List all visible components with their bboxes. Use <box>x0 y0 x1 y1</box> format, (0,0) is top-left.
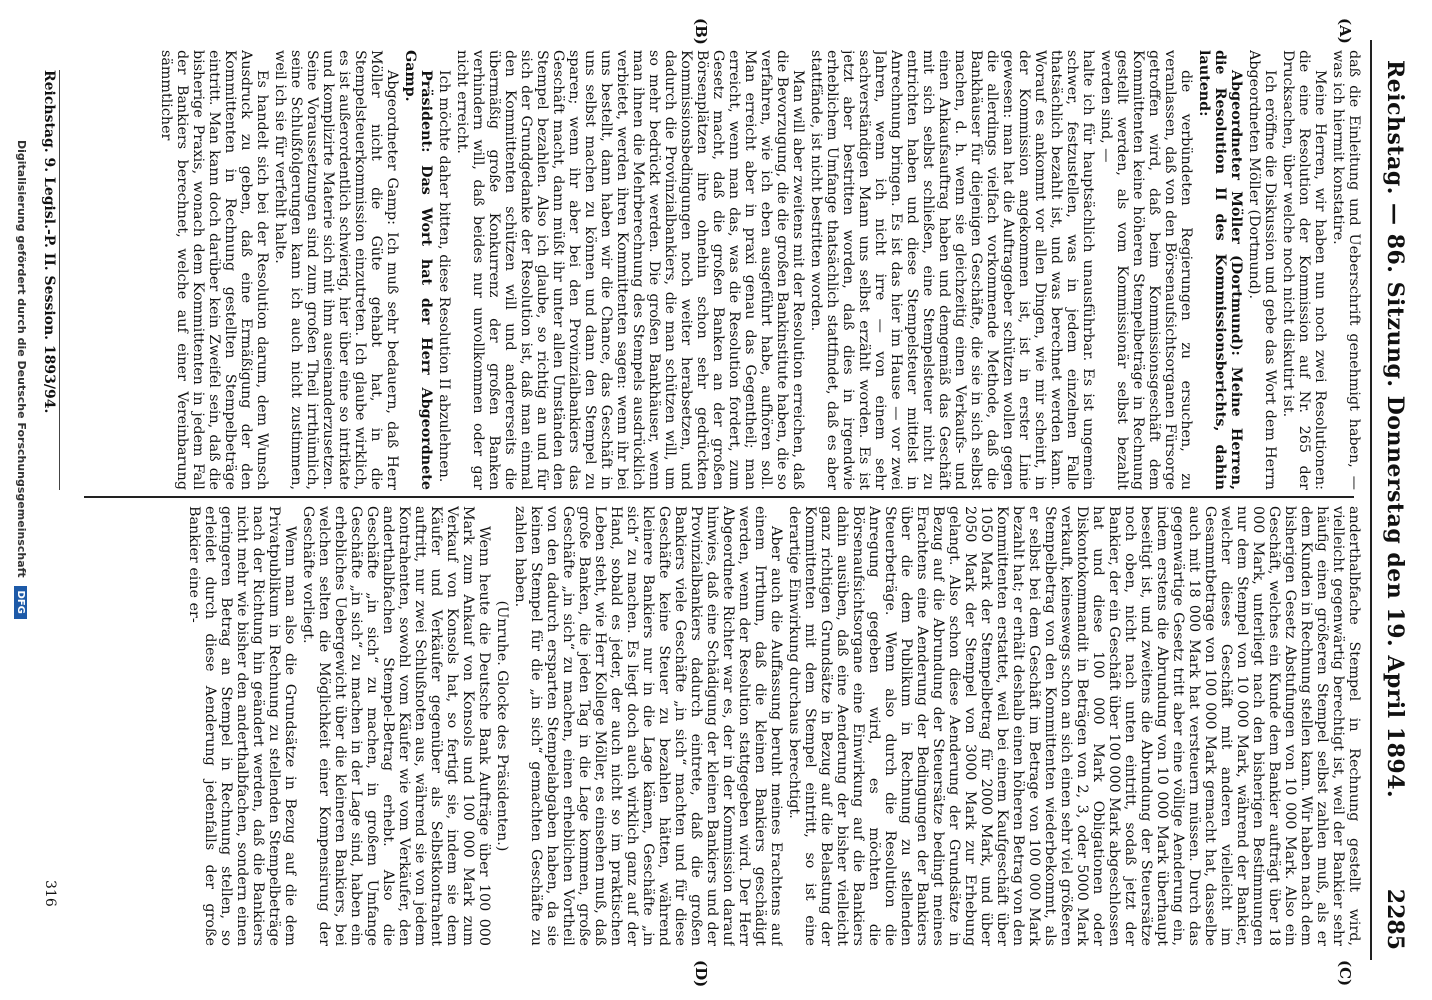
margin-marker-b: (B) <box>692 18 710 45</box>
paragraph: Es handelt sich bei der Resolution darum, dem Wunsch Ausdruck zu geben, daß eine Ermäßigung der den Kommittenten in Rechnung gestellten Stempelbeträge eintritt. Man kann doch darüber kein Zweifel sein, daß die bisherige Praxis, wonach dem Kommittenten in jedem Fall der Bankiers berechnet, welche auf einer Vereinbarung sämmtlicher <box>158 50 270 490</box>
paragraph: Aber auch die Auffassung beruht meines Erachtens auf einem Irrthum, daß die kleinen Bankiers geschädigt werden, wenn der Resolution stattgegeben wird. Der Herr Abgeordnete Richter war es, der in der Kommission darauf hinwies, daß eine Schädigung der kleinen Bankiers und der Provinzialbankiers dadurch eintrete, daß die großen Bankiers viele Geschäfte „in sich“ machten und für diese Geschäfte keine Steuer zu bezahlen hätten, während kleinere Bankiers nur in die Lage kämen, Geschäfte „in sich“ zu machen. Es liegt doch auch wirklich ganz auf der Hand, sobald es jeder, der auch nicht so im praktischen Leben steht, wie Herr Kollege Möller, es einsehen muß, daß große Banken, die jeden Tag in die Lage kommen, große Geschäfte „in sich“ zu machen, einen erheblichen Vortheil von den dadurch ersparten Stempelabgaben haben, da sie keinen Stempel für die „in sich“ gemachten Geschäfte zu zahlen haben. <box>512 506 784 946</box>
dfg-logo: DFG <box>14 586 27 619</box>
footer-session: Reichstag. 9. Legisl.-P. II. Session. 1893/94. <box>41 70 60 490</box>
speaker-paragraph: Abgeordneter Gamp: Ich muß sehr bedauern, daß Herr Möller nicht die Güte gehabt hat, in die Stempelsteuerkommission einzutreten. Ich glaube wirklich, es ist außerordentlich schwierig, hier über eine so intrikate und komplizirte Materie sich mit ihm auseinanderzusetzen. Seine Voraussetzungen sind zum großen Theil irrthümlich, seine Schlußfolgerungen kann ich auch nicht zustimmen, weil ich sie für verfehlt halte. <box>272 50 400 490</box>
paragraph: Ich eröffne die Diskussion und gebe das Wort dem Herrn Abgeordneten Möller (Dortmund). <box>1246 50 1278 490</box>
paragraph: Ich möchte daher bitten, diese Resolution II abzulehnen. <box>436 70 452 483</box>
left-column <box>62 50 1362 490</box>
paragraph: Man will aber zweitens mit der Resolution erreichen, daß die Bevorzugung, die die großen Bankinstitute haben, die so verfahren, wie ich eben ausgeführt habe, aufhören soll. Man erreicht aber in praxi genau das Gegentheil; man erreicht, wenn man das, was die Resolution fordert, zum Gesetz macht, daß die großen Banken an der großen Börsenplätzen ihre ohnehin schon sehr gedrückten Kommissionsbedingungen noch weiter herabsetzen, und dadurch die Provinzialbankiers, die man schützen will, um so mehr bedrückt werden. Die großen Bankhäuser, wenn man ihnen die Mehrberechnung des Stempels ausdrücklich verbietet, werden ihren Kommittenten sagen: wenn ihr bei uns bestellt, dann haben wir die Chance, das Geschäft in uns selbst machen zu können und dann den Stempel zu sparen; wenn ihr aber bei den Provinzialbankiers das Geschäft macht, dann müßt ihr unter allen Umständen den Stempel bezahlen. Also ich glaube, so richtig an und für sich der Grundgedanke der Resolution ist, daß man einmal den Kommittenten schützen will und andererseits die übermäßig große Konkurrenz der großen Banken verhindern will, daß beides nur unvollkommen oder gar nicht erreicht. <box>454 50 806 490</box>
footer-sheet-number: 316 <box>42 880 58 907</box>
paragraph: Meine Herren, wir haben nun noch zwei Resolutionen: die eine Resolution der Kommission auf Nr. 265 der Drucksachen, über welche noch nicht diskutirt ist. <box>1280 50 1328 490</box>
margin-marker-c: (C) <box>1336 960 1354 987</box>
digitization-watermark <box>14 140 28 619</box>
watermark-text: Digitalisierung gefördert durch die Deutsche Forschungsgemeinschaft <box>15 140 28 578</box>
margin-marker-a: (A) <box>1336 18 1354 44</box>
quoted-resolution: die verbündeten Regierungen zu ersuchen, zu veranlassen, daß von den Börsenaufsichtsorganen Fürsorge getroffen wird, daß beim Kommissionsgeschäft dem Kommittenten keine höheren Stempelbeträge in Rechnung gestellt werden, als vom Kommissionär selbst bezahlt werden sind, — <box>1098 50 1194 490</box>
column-divider <box>84 496 1354 498</box>
paragraph: Wenn man also die Grundsätze in Bezug auf die dem Privatpublikum in Rechnung zu stellenden Stempelbeträge nach der Richtung hin geändert werden, daß die Bankiers nicht mehr wie bisher den anderthalbfachen, sondern einen geringeren Betrag an Stempel in Rechnung stellen, so erleidet durch diese Aenderung jedenfalls der große Bankier eine er- <box>186 506 298 946</box>
speaker-paragraph: Abgeordneter Möller (Dortmund): Meine Herren, die Resolution II des Kommissionsberichts, dahin lautend: <box>1196 50 1244 490</box>
page-header <box>1370 40 1416 960</box>
right-column <box>62 506 1362 946</box>
paragraph: Wenn heute die Deutsche Bank Aufträge über 100 000 Mark zum Ankauf von Konsols und 100 000 Mark zum Verkauf von Konsols hat, so fertigt sie, indem sie dem Käufer und Verkäufer gegenüber als Selbstkontrahent auftritt, nur zwei Schlußnoten aus, während sie von jedem Kontrahenten, sowohl vom Käufer wie vom Verkäufer, den anderthalbfachen Stempel-Betrag erhebt. Also die Geschäfte „in sich“ zu machen, in großem Umfange Geschäfte „in sich“ zu machen in der Lage sind, haben ein erhebliches Uebergewicht über die kleineren Bankiers, bei welchen selten die Möglichkeit einer Kompensirung der Geschäfte vorliegt. <box>300 506 492 946</box>
paragraph: anderthalbfache Stempel in Rechnung gestellt wird, vielleicht gegenwärtig berechtigt ist, weil der Bankier sehr häufig einen größeren Stempel selbst zahlen muß, als er dem Kunden in Rechnung stellen kann. Wir haben nach dem bisherigen Gesetz Abstufungen von 10 000 Mark. Also ein Geschäft, welches ein Kunde dem Bankier aufträgt über 18 000 Mark, unterliegt nach den bisherigen Bestimmungen nur dem Stempel von 10 000 Mark, während der Bankier, welcher dieses Geschäft mit anderen vielleicht im Gesammtbetrage von 100 000 Mark gemacht hat, dasselbe auch mit 18 000 Mark hat versteuern müssen. Durch das gegenwärtige Gesetz tritt aber eine völlige Aenderung ein, indem erstens die Abrundung von 10 000 Mark überhaupt beseitigt ist, und zweitens die Abrundung der Steuersätze noch oben, nicht nach unten eintritt, sodaß jetzt der Bankier, der ein Geschäft über 100 000 Mark abgeschlossen hat und diese 100 000 Mark Obligationen oder Diskontokommandit in Beträgen von 2, 3, oder 5000 Mark verkauft, keineswegs schon an sich einen sehr viel größeren Stempelbetrag von den Kommittenten wiederbekommt, als er selbst bei dem Geschäft im Betrage von 100 000 Mark bezahlt hat; er erhält deshalb einen höheren Betrag von den Kommittenten erstattet, weil bei einem Kaufgeschäft über 1050 Mark der Stempelbetrag für 2000 Mark, und über 2050 Mark der Stempel von 3000 Mark zur Erhebung gelangt. Also schon diese Aenderung der Grundsätze in Bezug auf die Abrundung der Steuersätze bedingt meines Erachtens eine Aenderung der Bedingungen der Bankiers über die dem Publikum in Rechnung zu stellenden Steuerbeträge. Wenn also durch die Resolution die Anregung gegeben wird, es möchten die Börsenaufsichtsorgane eine Einwirkung auf die Bankiers dahin ausüben, daß eine Aenderung der bisher vielleicht ganz richtigen Grundsätze in Bezug auf die Belastung der Kommittenten mit dem Stempel eintritt, so ist eine derartige Einwirkung durchaus berechtigt. <box>786 506 1362 946</box>
stage-direction: (Unruhe. Glocke des Präsidenten.) <box>494 600 510 852</box>
header-title: Reichstag. — 86. Sitzung. Donnerstag den 19. April 1894. <box>1382 60 1408 799</box>
speaker-paragraph: Präsident: Das Wort hat der Herr Abgeordnete Gamp. <box>402 50 434 490</box>
margin-marker-d: (D) <box>692 960 710 988</box>
paragraph: halte ich für hauptsächlich unausführbar. Es ist ungemein schwer, festzustellen, was in jedem einzelnen Falle thatsächlich bezahlt ist, und was berechnet werden kann. Worauf es ankommt vor allen Dingen, wie mir scheint, in der Kommission angekommen ist, ist in erster Linie gewesen: man hat die Auftraggeber schützen wollen gegen die allerdings vielfach vorkommende Methode, daß die Bankhäuser für diejenigen Geschäfte, die sie in sich selbst machen, d. h. wenn sie gleichzeitig einen Verkaufs- und einen Ankaufsauftrag haben und demgemäß das Geschäft mit sich selbst schließen, eine Stempelsteuer nicht zu entrichten haben und diese Stempelsteuer mittelst in Anrechnung bringen. Es ist das hier im Hause — vor zwei Jahren, wenn ich nicht irre — von einem sehr sachverständigen Mann uns selbst erzählt worden. Es ist jetzt aber bestritten worden, daß dies in irgendwie erheblichem Umfange thatsächlich stattfindet, daß es aber stattfände, ist nicht bestritten worden. <box>808 50 1096 490</box>
paragraph: daß die Einleitung und Ueberschrift genehmigt haben, — was ich hiermit konstatire. <box>1330 50 1362 490</box>
header-page-number: 2285 <box>1382 888 1408 950</box>
